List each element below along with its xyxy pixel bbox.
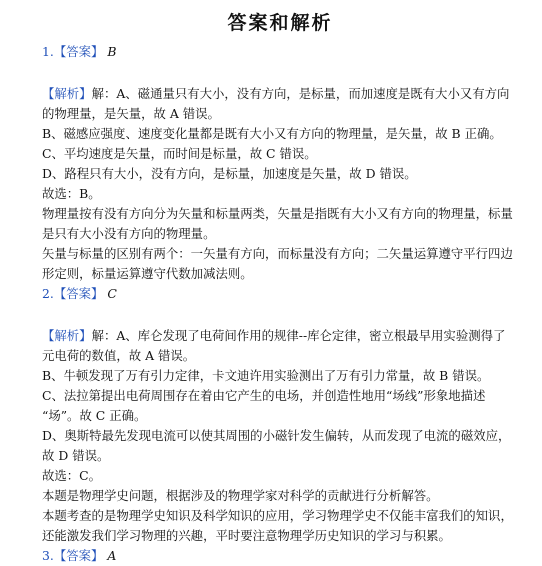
q3-answer-tag: 【答案】 — [53, 548, 104, 563]
q1-line-text: 物理量按有没有方向分为矢量和标量两类，矢量是指既有大小又有方向的物理量，标量 — [42, 206, 513, 221]
q2-line-text: 解：A、库仑发现了电荷间作用的规律--库仑定律，密立根最早用实验测得了 — [91, 328, 506, 343]
q2-explanation-line — [42, 526, 518, 546]
q1-line-text: 的物理量，是矢量，故 A 错误。 — [42, 106, 220, 121]
q1-line-text: 矢量与标量的区别有两个：一矢量有方向，而标量没有方向；二矢量运算遵守平行四边 — [42, 246, 513, 261]
q2-explanation-line — [42, 426, 518, 446]
q3-answer-header — [42, 546, 518, 566]
q1-explanation-line — [42, 244, 518, 264]
q1-answer-tag: 【答案】 — [53, 44, 104, 59]
q2-line-text: “场”。故 C 正确。 — [42, 408, 147, 423]
q2-explanation-line — [42, 346, 518, 366]
q1-analysis-tag: 【解析】 — [42, 86, 92, 101]
q1-line-text: 是只有大小没有方向的物理量。 — [42, 226, 216, 241]
q1-line-text: 解：A、磁通量只有大小，没有方向，是标量，而加速度是既有大小又有方向 — [91, 86, 510, 101]
q1-line-text: 故选：B。 — [42, 186, 101, 201]
spacer — [42, 62, 518, 84]
q2-answer-tag: 【答案】 — [53, 286, 104, 301]
q2-number: 2. — [42, 286, 54, 301]
q2-line-text: 元电荷的数值，故 A 错误。 — [42, 348, 196, 363]
q2-answer-header — [42, 284, 518, 304]
q2-explanation-line — [42, 406, 518, 426]
q2-explanation-line — [42, 366, 518, 386]
q2-line-text: 本题是物理学史问题，根据涉及的物理学家对科学的贡献进行分析解答。 — [42, 488, 439, 503]
q2-explanation-line — [42, 466, 518, 486]
q2-explanation-line — [42, 506, 518, 526]
q1-explanation-line — [42, 264, 518, 284]
q1-line-text: 形定则，标量运算遵守代数加减法则。 — [42, 266, 253, 281]
q2-analysis-tag: 【解析】 — [42, 328, 92, 343]
q1-explanation-line — [42, 204, 518, 224]
q1-explanation-line — [42, 184, 518, 204]
q1-answer-letter: B — [107, 44, 117, 59]
q1-number: 1. — [42, 44, 54, 59]
q2-line-text: 本题考查的是物理学史知识及科学知识的应用，学习物理学史不仅能丰富我们的知识， — [42, 508, 513, 523]
q2-line-text: 故选：C。 — [42, 468, 102, 483]
q2-line-text: 故 D 错误。 — [42, 448, 110, 463]
q1-explanation-line — [42, 164, 518, 184]
q3-answer-letter: A — [107, 548, 117, 563]
q2-explanation-line — [42, 486, 518, 506]
q1-explanation-line — [42, 124, 518, 144]
q2-explanation — [42, 326, 518, 546]
q2-explanation-line — [42, 326, 518, 346]
q2-explanation-line — [42, 446, 518, 466]
q2-answer-letter: C — [107, 286, 117, 301]
q1-line-text: B、磁感应强度、速度变化量都是既有大小又有方向的物理量，是矢量，故 B 正确。 — [42, 126, 502, 141]
spacer — [42, 304, 518, 326]
page-title: 答案和解析 — [227, 12, 333, 34]
q1-explanation-line — [42, 104, 518, 124]
q2-line-text: 还能激发我们学习物理的兴趣，平时要注意物理学历史知识的学习与积累。 — [42, 528, 451, 543]
q1-explanation-line — [42, 144, 518, 164]
q1-explanation-line — [42, 224, 518, 244]
q2-line-text: D、奥斯特最先发现电流可以使其周围的小磁针发生偏转，从而发现了电流的磁效应， — [42, 428, 511, 443]
q1-line-text: D、路程只有大小，没有方向，是标量，加速度是矢量，故 D 错误。 — [42, 166, 417, 181]
q2-line-text: C、法拉第提出电荷周围存在着由它产生的电场，并创造性地用“场线”形象地描述 — [42, 388, 486, 403]
q2-line-text: B、牛顿发现了万有引力定律，卡文迪许用实验测出了万有引力常量，故 B 错误。 — [42, 368, 490, 383]
q3-number: 3. — [42, 548, 54, 563]
q1-explanation-line — [42, 84, 518, 104]
q1-line-text: C、平均速度是矢量，而时间是标量，故 C 错误。 — [42, 146, 317, 161]
q1-answer-header — [42, 42, 518, 62]
q1-explanation — [42, 84, 518, 284]
q2-explanation-line — [42, 386, 518, 406]
